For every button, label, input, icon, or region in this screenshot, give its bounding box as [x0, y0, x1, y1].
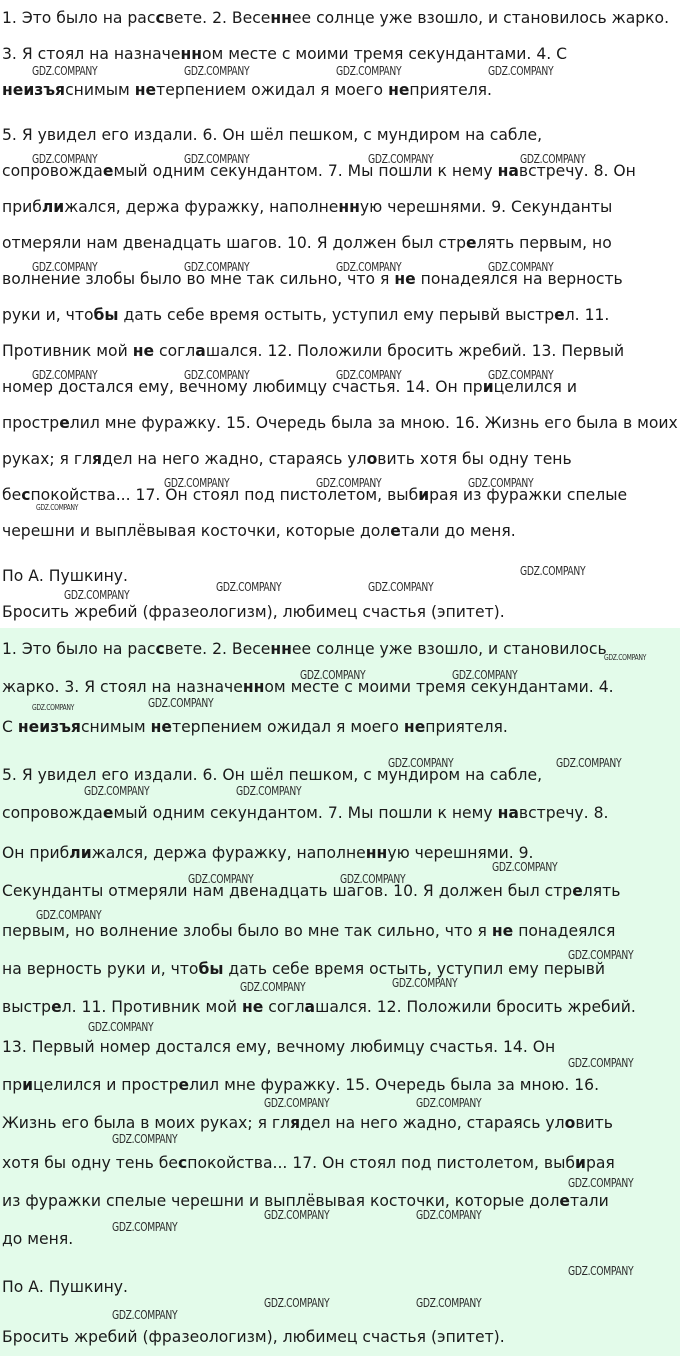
- highlighted-letters: и: [482, 378, 494, 396]
- watermark: GDZ.COMPANY: [184, 63, 250, 78]
- highlighted-letters: не: [394, 270, 416, 288]
- watermark: GDZ.COMPANY: [520, 563, 586, 578]
- answer-line: [2, 1277, 128, 1297]
- watermark: GDZ.COMPANY: [568, 1175, 634, 1190]
- highlighted-letters: не: [134, 81, 157, 99]
- answer-line: [2, 921, 615, 941]
- highlighted-letters: бы: [93, 306, 119, 324]
- text-run: По А. Пушкину.: [2, 567, 128, 585]
- text-run: ом месте с моими тремя секундантами. 4.: [264, 678, 614, 696]
- watermark: GDZ.COMPANY: [488, 367, 554, 382]
- text-run: жарко. 3. Я стоял на назначе: [2, 678, 243, 696]
- highlighted-letters: е: [102, 162, 114, 180]
- text-run: волнение злобы было во мне так сильно, что я: [2, 270, 395, 288]
- text-run: 13. Первый номер достался ему, вечному любимцу счастья. 14. Он: [2, 1038, 556, 1056]
- original-line: [2, 125, 542, 145]
- text-run: дел на него жадно, стараясь ул: [102, 450, 367, 468]
- text-run: С: [2, 718, 18, 736]
- text-run: лять первым, но: [476, 234, 612, 252]
- highlighted-letters: нн: [242, 678, 265, 696]
- original-line: [2, 341, 624, 361]
- highlighted-letters: е: [51, 998, 62, 1016]
- watermark: GDZ.COMPANY: [416, 1295, 482, 1310]
- text-run: шался. 12. Положили бросить жребий. 13. Первый: [205, 342, 625, 360]
- answer-line: [2, 997, 636, 1017]
- answer-line: [2, 1113, 613, 1133]
- text-run: тали до меня.: [400, 522, 516, 540]
- highlighted-letters: ли: [69, 844, 92, 862]
- text-run: вить: [575, 1114, 613, 1132]
- text-run: ее солнце уже взошло, и становилось жарко.: [291, 9, 670, 27]
- text-run: приятеля.: [409, 81, 493, 99]
- watermark: GDZ.COMPANY: [392, 975, 458, 990]
- watermark: GDZ.COMPANY: [336, 367, 402, 382]
- text-run: жался, держа фуражку, наполне: [91, 844, 366, 862]
- text-run: из фуражки спелые черешни и выплёвывая косточки, которые дол: [2, 1192, 560, 1210]
- highlighted-letters: е: [559, 1192, 570, 1210]
- text-run: отмеряли нам двенадцать шагов. 10. Я должен был стр: [2, 234, 466, 252]
- highlighted-letters: с: [178, 1154, 188, 1172]
- watermark: GDZ.COMPANY: [148, 695, 214, 710]
- watermark: GDZ.COMPANY: [36, 907, 102, 922]
- text-run: л. 11. Противник мой: [61, 998, 242, 1016]
- text-run: до меня.: [2, 1230, 74, 1248]
- highlighted-letters: с: [155, 640, 165, 658]
- highlighted-letters: а: [304, 998, 316, 1016]
- text-run: снимым: [80, 718, 151, 736]
- text-run: тали: [570, 1192, 609, 1210]
- watermark: GDZ.COMPANY: [468, 475, 534, 490]
- text-run: мый одним секундантом. 7. Мы пошли к нему: [113, 162, 498, 180]
- text-run: на верность руки и, что: [2, 960, 199, 978]
- highlighted-letters: не: [403, 718, 426, 736]
- watermark: GDZ.COMPANY: [216, 579, 282, 594]
- original-line: [2, 602, 505, 622]
- highlighted-letters: с: [155, 9, 165, 27]
- text-run: 1. Это было на рас: [2, 640, 156, 658]
- highlighted-letters: и: [418, 486, 430, 504]
- watermark: GDZ.COMPANY: [488, 63, 554, 78]
- text-run: лил мне фуражку. 15. Очередь была за мною. 16. Жизнь его была в моих: [69, 414, 678, 432]
- text-run: дать себе время остыть, уступил ему перывй: [223, 960, 606, 978]
- text-run: покойства... 17. Он стоял под пистолетом, выб: [30, 486, 419, 504]
- text-run: терпением ожидал я моего: [172, 718, 404, 736]
- watermark: GDZ.COMPANY: [568, 1263, 634, 1278]
- original-line: [2, 44, 567, 64]
- answer-line: [2, 639, 607, 659]
- watermark-small: GDZ.COMPANY: [32, 703, 74, 712]
- original-line: [2, 413, 678, 433]
- watermark: GDZ.COMPANY: [32, 367, 98, 382]
- highlighted-letters: бы: [198, 960, 224, 978]
- highlighted-letters: и: [22, 1076, 34, 1094]
- watermark: GDZ.COMPANY: [416, 1207, 482, 1222]
- text-run: согл: [154, 342, 196, 360]
- text-run: ую черешнями. 9.: [387, 844, 534, 862]
- text-run: терпением ожидал я моего: [156, 81, 389, 99]
- watermark: GDZ.COMPANY: [64, 587, 130, 602]
- watermark: GDZ.COMPANY: [492, 859, 558, 874]
- watermark-small: GDZ.COMPANY: [604, 653, 646, 662]
- text-run: приб: [2, 198, 42, 216]
- text-run: понадеялся: [513, 922, 616, 940]
- text-run: ее солнце уже взошло, и становилось: [291, 640, 607, 658]
- watermark: GDZ.COMPANY: [88, 1019, 154, 1034]
- highlighted-letters: е: [572, 882, 583, 900]
- highlighted-letters: не: [491, 922, 514, 940]
- highlighted-letters: е: [390, 522, 401, 540]
- watermark: GDZ.COMPANY: [452, 667, 518, 682]
- watermark: GDZ.COMPANY: [84, 783, 150, 798]
- text-run: лять: [582, 882, 621, 900]
- answer-line: [2, 881, 620, 901]
- highlighted-letters: о: [366, 450, 378, 468]
- highlighted-letters: нн: [270, 640, 292, 658]
- watermark: GDZ.COMPANY: [388, 755, 454, 770]
- text-run: сопровожда: [2, 804, 103, 822]
- highlighted-letters: нн: [180, 45, 202, 63]
- answer-line: [2, 1327, 505, 1347]
- text-run: вить хотя бы одну тень: [377, 450, 572, 468]
- text-run: руки и, что: [2, 306, 94, 324]
- text-run: Он приб: [2, 844, 70, 862]
- text-run: целился и простр: [33, 1076, 179, 1094]
- original-line: [2, 521, 516, 541]
- text-run: По А. Пушкину.: [2, 1278, 128, 1296]
- watermark: GDZ.COMPANY: [184, 259, 250, 274]
- text-run: вете. 2. Весе: [164, 640, 271, 658]
- highlighted-letters: е: [466, 234, 477, 252]
- watermark: GDZ.COMPANY: [184, 151, 250, 166]
- text-run: 1. Это было на рас: [2, 9, 156, 27]
- text-run: жался, держа фуражку, наполне: [64, 198, 339, 216]
- text-run: простр: [2, 414, 60, 432]
- text-run: приятеля.: [425, 718, 508, 736]
- watermark: GDZ.COMPANY: [184, 367, 250, 382]
- highlighted-letters: е: [178, 1076, 190, 1094]
- text-run: бе: [2, 486, 22, 504]
- highlighted-letters: на: [497, 162, 519, 180]
- highlighted-letters: е: [554, 306, 565, 324]
- highlighted-letters: неизъя: [2, 81, 66, 99]
- watermark: GDZ.COMPANY: [340, 871, 406, 886]
- highlighted-letters: нн: [365, 844, 388, 862]
- text-run: ую черешнями. 9. Секунданты: [359, 198, 613, 216]
- highlighted-letters: не: [241, 998, 264, 1016]
- text-run: лил мне фуражку. 15. Очередь была за мною. 16.: [189, 1076, 600, 1094]
- watermark: GDZ.COMPANY: [236, 783, 302, 798]
- original-line: [2, 566, 128, 586]
- text-run: черешни и выплёвывая косточки, которые дол: [2, 522, 391, 540]
- watermark: GDZ.COMPANY: [264, 1295, 330, 1310]
- text-run: Секунданты отмеряли нам двенадцать шагов. 10. Я должен был стр: [2, 882, 573, 900]
- watermark: GDZ.COMPANY: [336, 63, 402, 78]
- text-run: Противник мой: [2, 342, 133, 360]
- watermark: GDZ.COMPANY: [112, 1131, 178, 1146]
- text-run: ом месте с моими тремя секундантами. 4. С: [202, 45, 568, 63]
- text-run: покойства... 17. Он стоял под пистолетом, выб: [187, 1154, 575, 1172]
- highlighted-letters: нн: [338, 198, 360, 216]
- text-run: руках; я гл: [2, 450, 93, 468]
- highlighted-letters: я: [92, 450, 103, 468]
- highlighted-letters: е: [102, 804, 114, 822]
- watermark: GDZ.COMPANY: [264, 1095, 330, 1110]
- watermark: GDZ.COMPANY: [368, 579, 434, 594]
- watermark: GDZ.COMPANY: [32, 63, 98, 78]
- text-run: рая из фуражки спелые: [429, 486, 628, 504]
- watermark: GDZ.COMPANY: [556, 755, 622, 770]
- watermark: GDZ.COMPANY: [316, 475, 382, 490]
- highlighted-letters: и: [575, 1154, 586, 1172]
- text-run: целился и: [493, 378, 577, 396]
- watermark: GDZ.COMPANY: [300, 667, 366, 682]
- highlighted-letters: не: [132, 342, 155, 360]
- highlighted-letters: ли: [41, 198, 65, 216]
- highlighted-letters: не: [150, 718, 172, 736]
- answer-line: [2, 959, 605, 979]
- text-run: 5. Я увидел его издали. 6. Он шёл пешком, с мундиром на сабле,: [2, 126, 543, 144]
- original-line: [2, 80, 492, 100]
- answer-line: [2, 843, 534, 863]
- text-run: Бросить жребий (фразеологизм), любимец счастья (эпитет).: [2, 603, 505, 621]
- answer-line: [2, 1037, 555, 1057]
- text-run: вете. 2. Весе: [164, 9, 271, 27]
- text-run: номер достался ему, вечному любимцу счастья. 14. Он пр: [2, 378, 483, 396]
- watermark: GDZ.COMPANY: [164, 475, 230, 490]
- text-run: снимым: [65, 81, 135, 99]
- text-run: Жизнь его была в моих руках; я гл: [2, 1114, 291, 1132]
- original-line: [2, 449, 572, 469]
- highlighted-letters: не: [388, 81, 410, 99]
- answer-text-block: [0, 628, 680, 1356]
- watermark: GDZ.COMPANY: [568, 1055, 634, 1070]
- watermark: GDZ.COMPANY: [488, 259, 554, 274]
- answer-line: [2, 803, 608, 823]
- watermark-small: GDZ.COMPANY: [36, 503, 78, 512]
- text-run: выстр: [2, 998, 52, 1016]
- watermark: GDZ.COMPANY: [112, 1307, 178, 1322]
- highlighted-letters: а: [195, 342, 206, 360]
- answer-line: [2, 717, 508, 737]
- highlighted-letters: на: [497, 804, 519, 822]
- watermark: GDZ.COMPANY: [264, 1207, 330, 1222]
- text-run: л. 11.: [564, 306, 610, 324]
- watermark: GDZ.COMPANY: [240, 979, 306, 994]
- text-run: мый одним секундантом. 7. Мы пошли к нему: [113, 804, 498, 822]
- highlighted-letters: я: [290, 1114, 301, 1132]
- text-run: пр: [2, 1076, 23, 1094]
- original-line: [2, 8, 669, 28]
- watermark: GDZ.COMPANY: [336, 259, 402, 274]
- watermark: GDZ.COMPANY: [188, 871, 254, 886]
- watermark: GDZ.COMPANY: [32, 259, 98, 274]
- original-text-block: [0, 0, 680, 628]
- highlighted-letters: нн: [270, 9, 292, 27]
- watermark: GDZ.COMPANY: [368, 151, 434, 166]
- text-run: дел на него жадно, стараясь ул: [300, 1114, 565, 1132]
- text-run: сопровожда: [2, 162, 103, 180]
- watermark: GDZ.COMPANY: [568, 947, 634, 962]
- watermark: GDZ.COMPANY: [416, 1095, 482, 1110]
- answer-line: [2, 1075, 599, 1095]
- text-run: встречу. 8.: [518, 804, 609, 822]
- text-run: понадеялся на верность: [415, 270, 623, 288]
- watermark: GDZ.COMPANY: [112, 1219, 178, 1234]
- text-run: дать себе время остыть, уступил ему перывй выстр: [118, 306, 555, 324]
- highlighted-letters: неизъя: [17, 718, 81, 736]
- original-line: [2, 197, 612, 217]
- answer-line: [2, 765, 542, 785]
- watermark: GDZ.COMPANY: [32, 151, 98, 166]
- text-run: Бросить жребий (фразеологизм), любимец счастья (эпитет).: [2, 1328, 505, 1346]
- text-run: первым, но волнение злобы было во мне так сильно, что я: [2, 922, 492, 940]
- text-run: 3. Я стоял на назначе: [2, 45, 181, 63]
- text-run: согл: [263, 998, 305, 1016]
- watermark: GDZ.COMPANY: [520, 151, 586, 166]
- text-run: хотя бы одну тень бе: [2, 1154, 179, 1172]
- text-run: рая: [585, 1154, 615, 1172]
- highlighted-letters: о: [564, 1114, 576, 1132]
- original-line: [2, 233, 612, 253]
- text-run: 5. Я увидел его издали. 6. Он шёл пешком, с мундиром на сабле,: [2, 766, 543, 784]
- highlighted-letters: с: [21, 486, 31, 504]
- text-run: встречу. 8. Он: [518, 162, 636, 180]
- answer-line: [2, 1153, 615, 1173]
- answer-line: [2, 1229, 73, 1249]
- original-line: [2, 305, 609, 325]
- highlighted-letters: е: [59, 414, 70, 432]
- text-run: шался. 12. Положили бросить жребий.: [315, 998, 636, 1016]
